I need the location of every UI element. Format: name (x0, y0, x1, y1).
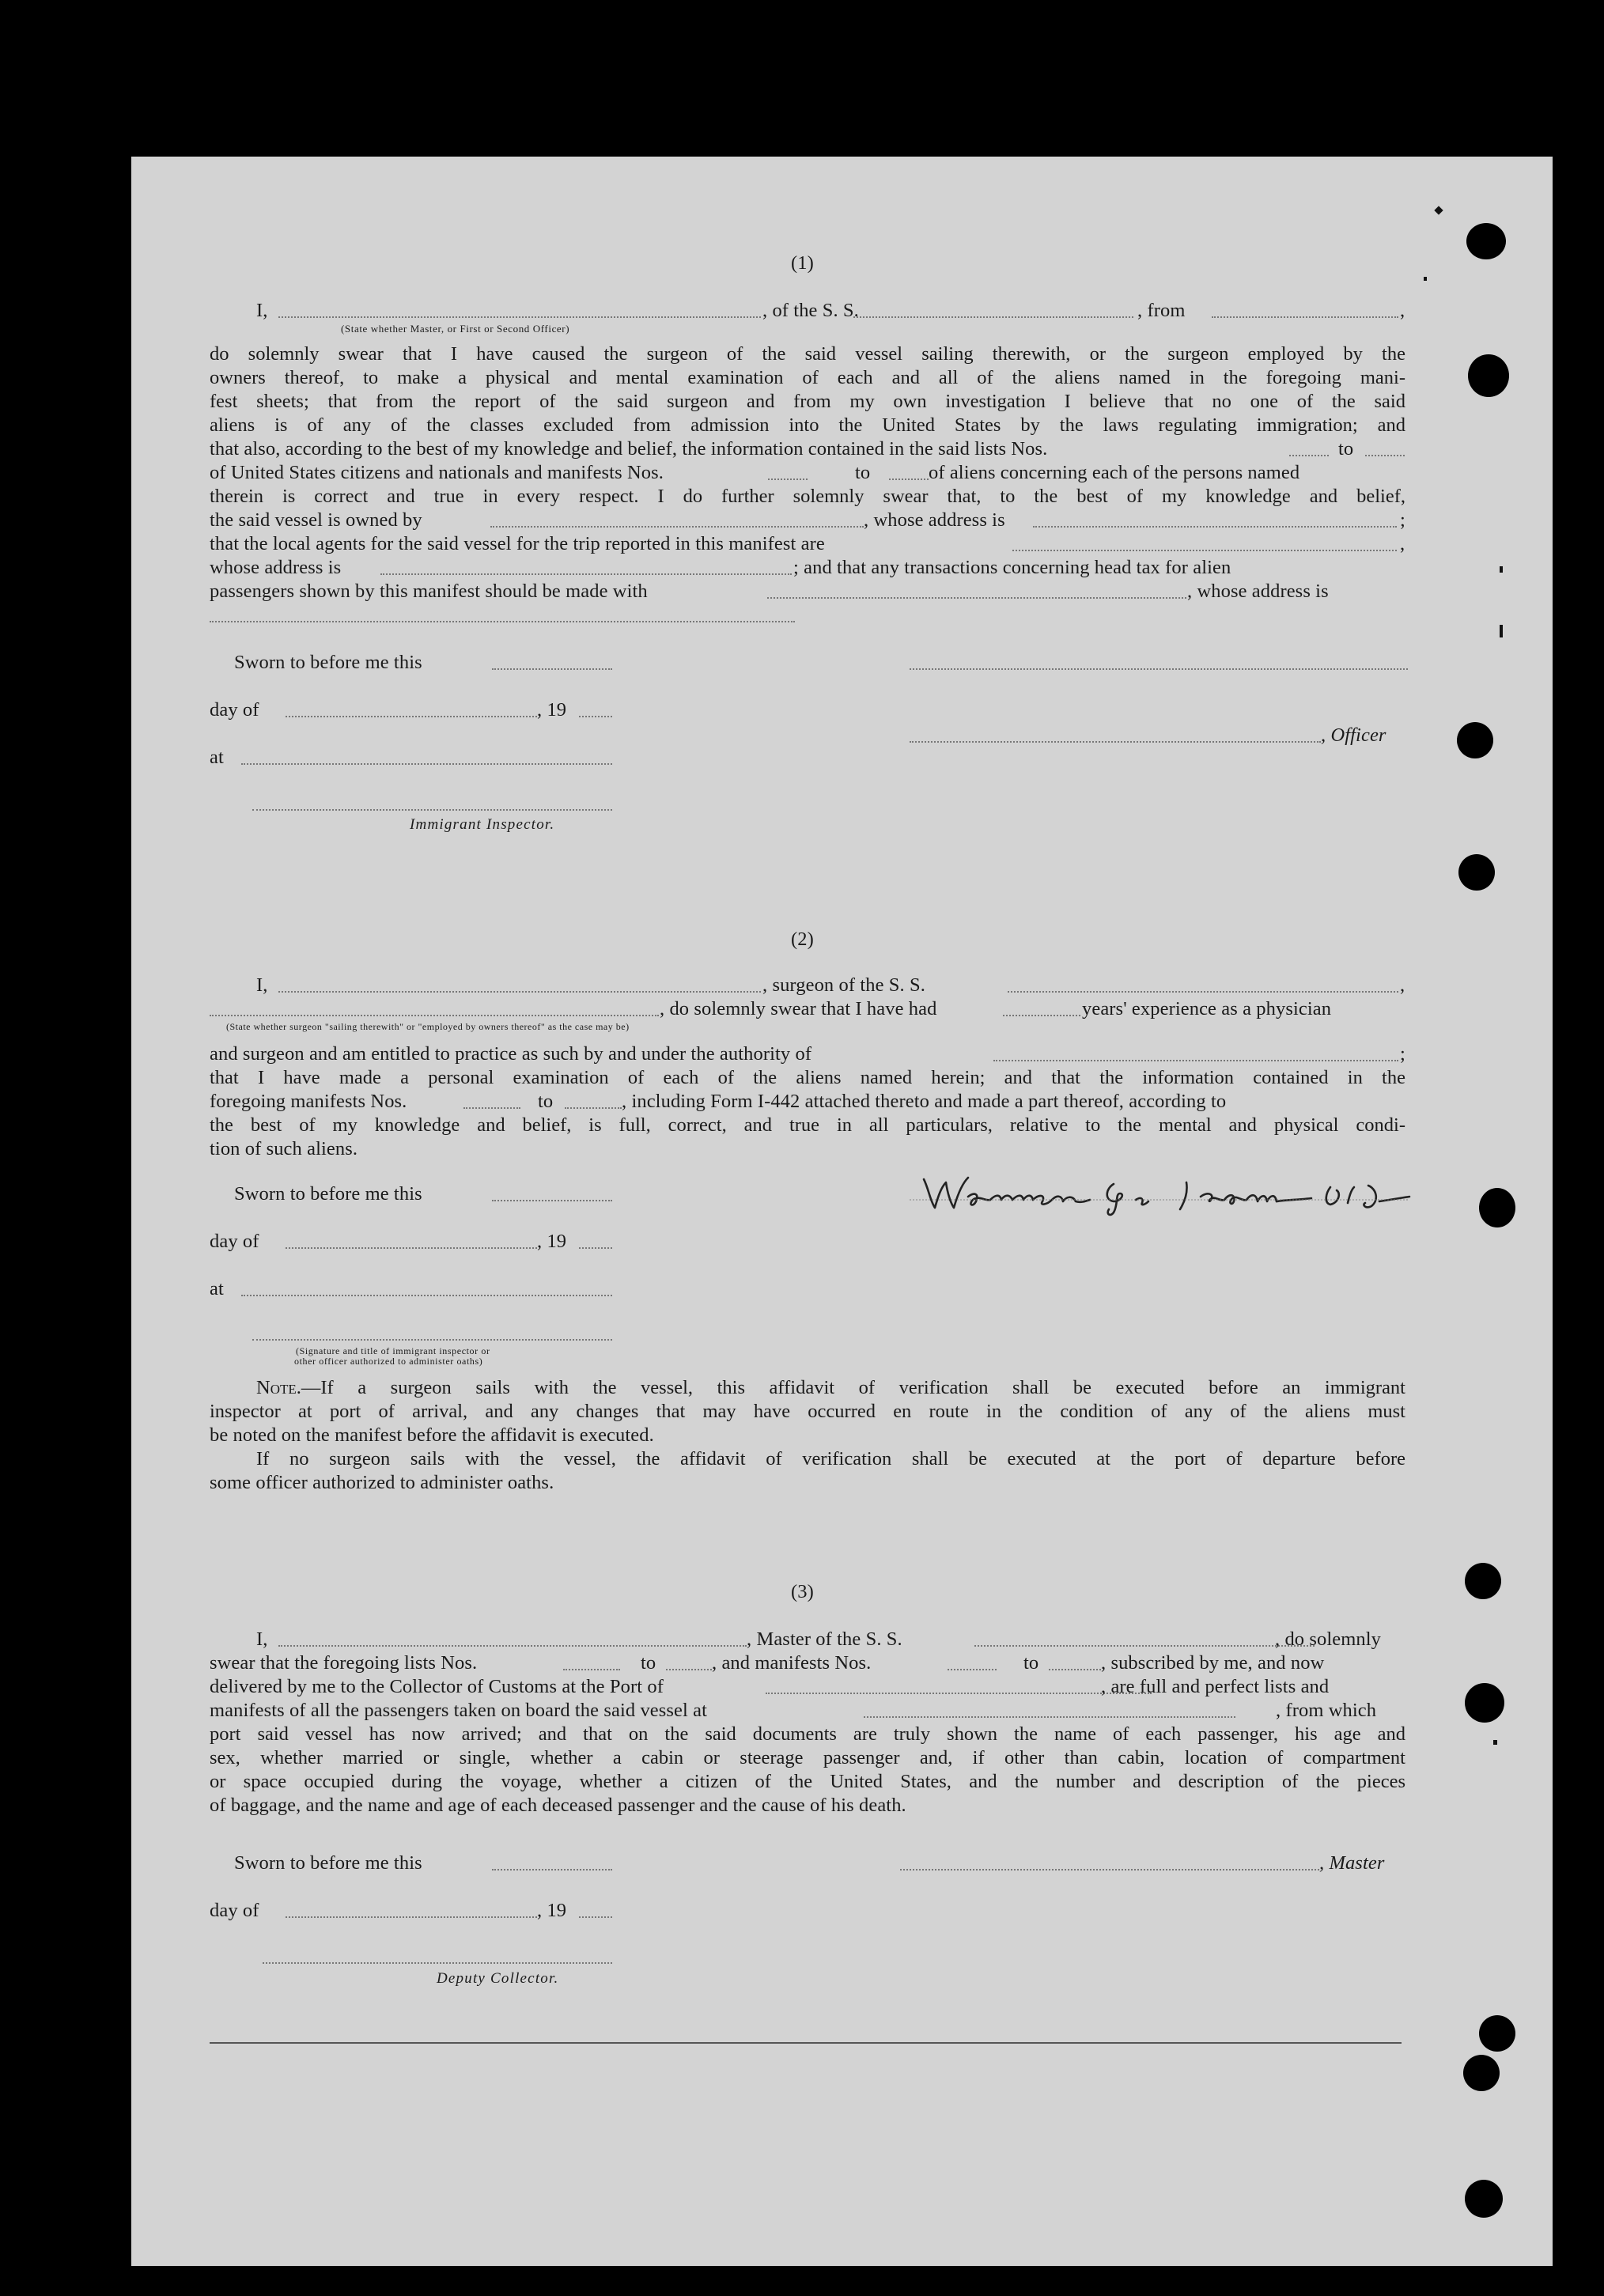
s3-lists-label: swear that the foregoing lists Nos. (210, 1652, 478, 1674)
s2-day-blank[interactable] (286, 1247, 537, 1249)
s2-swear-label: , do solemnly swear that I have had (660, 998, 937, 1019)
binder-hole (1458, 854, 1495, 891)
scan-speck (1424, 277, 1427, 281)
s1-head-tax-with-label: passengers shown by this manifest should be made with (210, 581, 648, 602)
s3-from-which-label: , from which (1276, 1700, 1377, 1721)
s1-day-blank[interactable] (286, 716, 537, 717)
s3-year-label: , 19 (537, 1900, 567, 1921)
s1-sworn-label: Sworn to before me this (234, 652, 422, 673)
s2-paragraph-line: tion of such aliens. (210, 1138, 358, 1159)
binder-hole (1468, 354, 1509, 397)
bottom-rule (210, 2042, 1402, 2044)
agents-blank[interactable] (1012, 550, 1397, 551)
master-name-blank[interactable] (278, 1645, 747, 1647)
authority-blank[interactable] (993, 1060, 1398, 1061)
surgeon-name-blank[interactable] (278, 991, 761, 993)
s3-ship-name-blank[interactable] (974, 1645, 1315, 1647)
s1-paragraph-line: therein is correct and true in every respect. I do further solemnly swear that, to the best of my knowledge and belief, (210, 486, 1405, 507)
s3-i-label: I, (256, 1628, 268, 1650)
surgeon-type-note: (State whether surgeon "sailing therewith" or "employed by owners thereof" as the case may be) (226, 1021, 630, 1032)
manifest-affidavit-page (131, 157, 1553, 2266)
section-1-heading: (1) (791, 252, 814, 274)
s2-signature-caption: (Signature and title of immigrant inspector or (296, 1345, 490, 1356)
s1-agent-address-label: whose address is (210, 557, 342, 578)
surgeon-type-blank[interactable] (210, 1015, 659, 1016)
master-label: , Master (1319, 1852, 1385, 1874)
s1-sworn-blank[interactable] (492, 668, 612, 670)
s3-manifests-label: , and manifests Nos. (712, 1652, 872, 1674)
s2-manifests-to-blank[interactable] (565, 1107, 622, 1109)
binder-hole (1463, 2055, 1500, 2091)
scan-speck (1500, 625, 1503, 637)
s3-solemnly-label: , do solemnly (1275, 1628, 1382, 1650)
s3-day-blank[interactable] (286, 1916, 537, 1918)
binder-hole (1465, 2180, 1503, 2218)
owner-address-blank[interactable] (1033, 526, 1397, 528)
from-port-blank[interactable] (1212, 316, 1398, 318)
s1-lists-label: that also, according to the best of my knowledge and belief, the information contained in the said lists Nos. (210, 438, 1048, 460)
s2-to-label: to (538, 1091, 554, 1112)
lists-from-blank[interactable] (1289, 455, 1329, 456)
manifests-from-blank[interactable] (768, 478, 808, 480)
s2-surgeon-of-label: , surgeon of the S. S. (762, 974, 925, 996)
s1-comma-2: , (1400, 533, 1405, 554)
master-signature-blank[interactable] (900, 1869, 1319, 1870)
s1-to-label: to (1338, 438, 1354, 460)
inspector-signature-blank[interactable] (252, 809, 612, 811)
s1-paragraph-line: owners thereof, to make a physical and mental examination of each and all of the aliens named in the foregoing mani- (210, 367, 1405, 388)
s2-sworn-blank[interactable] (492, 1200, 612, 1201)
s3-sworn-label: Sworn to before me this (234, 1852, 422, 1874)
s3-perfect-lists-label: , are full and perfect lists and (1101, 1676, 1330, 1697)
s3-year-blank[interactable] (579, 1916, 612, 1918)
s2-i-label: I, (256, 974, 268, 996)
immigrant-inspector-caption: Immigrant Inspector. (410, 816, 555, 833)
s3-paragraph-line: or space occupied during the voyage, whether a citizen of the United States, and the number and description of the pieces (210, 1771, 1405, 1792)
s1-aliens-label: of aliens concerning each of the persons named (929, 462, 1300, 483)
note-paragraph-line (256, 1376, 1405, 1400)
ship-name-blank[interactable] (853, 316, 1133, 318)
owner-name-blank[interactable] (490, 526, 864, 528)
s2-day-of-label: day of (210, 1231, 259, 1252)
s3-manifests-from-blank[interactable] (948, 1669, 997, 1670)
s1-of-ship-label: , of the S. S. (762, 300, 859, 321)
s1-day-of-label: day of (210, 699, 259, 721)
s3-port-label: delivered by me to the Collector of Customs at the Port of (210, 1676, 664, 1697)
binder-hole (1466, 223, 1506, 259)
s2-year-label: , 19 (537, 1231, 567, 1252)
s1-owner-address-label: , whose address is (864, 509, 1005, 531)
s1-semicolon: ; (1400, 509, 1405, 531)
agent-address-blank[interactable] (380, 573, 792, 575)
officer-title-blank[interactable] (910, 741, 1321, 743)
note-paragraph-line: be noted on the manifest before the affidavit is executed. (210, 1424, 654, 1446)
s3-lists-to-blank[interactable] (666, 1669, 712, 1670)
s1-from-label: , from (1137, 300, 1186, 321)
s2-year-blank[interactable] (579, 1247, 612, 1249)
s2-at-blank[interactable] (241, 1295, 612, 1296)
s1-paragraph-line: do solemnly swear that I have caused the surgeon of the said vessel sailing therewith, or the surgeon employed by the (210, 343, 1405, 365)
section-2-heading: (2) (791, 929, 814, 950)
officer-name-blank[interactable] (278, 316, 761, 318)
years-experience-blank[interactable] (1003, 1015, 1080, 1016)
s2-signature-caption: other officer authorized to administer oaths) (294, 1356, 483, 1367)
s2-years-label: years' experience as a physician (1082, 998, 1332, 1019)
s2-sworn-label: Sworn to before me this (234, 1183, 422, 1205)
surgeon-signature (906, 1165, 1413, 1220)
note-label: Note. (256, 1377, 301, 1398)
binder-hole (1479, 2015, 1515, 2052)
s2-at-label: at (210, 1278, 224, 1299)
s2-paragraph-line: the best of my knowledge and belief, is full, correct, and true in all particulars, relative to the mental and physical condi- (210, 1114, 1405, 1136)
section-3-heading: (3) (791, 1581, 814, 1602)
head-tax-address-blank[interactable] (210, 621, 795, 622)
head-tax-party-blank[interactable] (767, 597, 1186, 599)
note-paragraph-line: inspector at port of arrival, and any changes that may have occurred en route in the condition of any of the aliens must (210, 1401, 1405, 1422)
binder-hole (1465, 1683, 1504, 1723)
s2-form-label: , including Form I-442 attached thereto and made a part thereof, according to (622, 1091, 1227, 1112)
s2-manifests-label: foregoing manifests Nos. (210, 1091, 407, 1112)
s2-manifests-from-blank[interactable] (463, 1107, 520, 1109)
binder-hole (1457, 722, 1493, 758)
s3-paragraph-line: of baggage, and the name and age of each deceased passenger and the cause of his death. (210, 1795, 906, 1816)
s3-to-label: to (641, 1652, 656, 1674)
s1-head-tax-address-label: , whose address is (1187, 581, 1329, 602)
s3-taken-on-board-label: manifests of all the passengers taken on board the said vessel at (210, 1700, 708, 1721)
s3-subscribed-label: , subscribed by me, and now (1101, 1652, 1325, 1674)
s1-year-label: , 19 (537, 699, 567, 721)
s3-to-label-2: to (1023, 1652, 1039, 1674)
scan-speck (1500, 566, 1503, 573)
s2-paragraph-line: that I have made a personal examination of each of the aliens named herein; and that the information contained in the (210, 1067, 1405, 1088)
note-paragraph-line: some officer authorized to administer oaths. (210, 1472, 554, 1493)
deputy-collector-caption: Deputy Collector. (437, 1970, 559, 1987)
binder-hole (1479, 1188, 1515, 1227)
s1-at-blank[interactable] (241, 763, 612, 765)
note-text: —If a surgeon sails with the vessel, this affidavit of verification shall be executed before an immigrant (301, 1377, 1405, 1398)
s1-head-tax-label: ; and that any transactions concerning head tax for alien (793, 557, 1231, 578)
s3-day-of-label: day of (210, 1900, 259, 1921)
s1-owned-by-label: the said vessel is owned by (210, 509, 422, 531)
s3-lists-from-blank[interactable] (563, 1669, 620, 1670)
s3-manifests-to-blank[interactable] (1049, 1669, 1101, 1670)
s3-master-of-label: , Master of the S. S. (747, 1628, 902, 1650)
port-of-arrival-blank[interactable] (766, 1693, 1152, 1694)
s1-comma: , (1400, 300, 1405, 321)
note-paragraph-line: If no surgeon sails with the vessel, the affidavit of verification shall be executed at the port of departure before (256, 1448, 1405, 1470)
port-of-embarkation-blank[interactable] (864, 1716, 1235, 1718)
s2-inspector-signature-blank[interactable] (252, 1339, 612, 1341)
s1-paragraph-line: fest sheets; that from the report of the said surgeon and from my own investigation I believe that no one of the said (210, 391, 1405, 412)
s2-comma: , (1400, 974, 1405, 996)
collector-signature-blank[interactable] (263, 1962, 612, 1964)
officer-label: , Officer (1321, 724, 1386, 746)
s1-paragraph-line: aliens is of any of the classes excluded from admission into the United States by the laws regulating immigration; and (210, 414, 1405, 436)
s1-agents-label: that the local agents for the said vessel for the trip reported in this manifest are (210, 533, 825, 554)
s1-year-blank[interactable] (579, 716, 612, 717)
s3-sworn-blank[interactable] (492, 1869, 612, 1870)
master-officer-note: (State whether Master, or First or Second Officer) (341, 323, 570, 335)
s2-authority-label: and surgeon and am entitled to practice as such by and under the authority of (210, 1043, 812, 1065)
s1-to-label-2: to (855, 462, 871, 483)
s3-paragraph-line: sex, whether married or single, whether a cabin or steerage passenger and, if other than cabin, location of compartment (210, 1747, 1405, 1768)
s1-manifests-label: of United States citizens and nationals and manifests Nos. (210, 462, 664, 483)
s2-semicolon: ; (1400, 1043, 1405, 1065)
s2-ship-name-blank[interactable] (1008, 991, 1398, 993)
surgeon-signature-line[interactable] (910, 1199, 1408, 1201)
officer-signature-blank[interactable] (910, 668, 1408, 670)
s3-paragraph-line: port said vessel has now arrived; and that on the said documents are truly shown the name of each passenger, his age and (210, 1723, 1405, 1745)
manifests-to-blank[interactable] (889, 478, 929, 480)
lists-to-blank[interactable] (1365, 455, 1405, 456)
s1-at-label: at (210, 747, 224, 768)
binder-hole (1465, 1563, 1501, 1599)
scan-speck (1493, 1740, 1497, 1745)
s1-i-label: I, (256, 300, 268, 321)
